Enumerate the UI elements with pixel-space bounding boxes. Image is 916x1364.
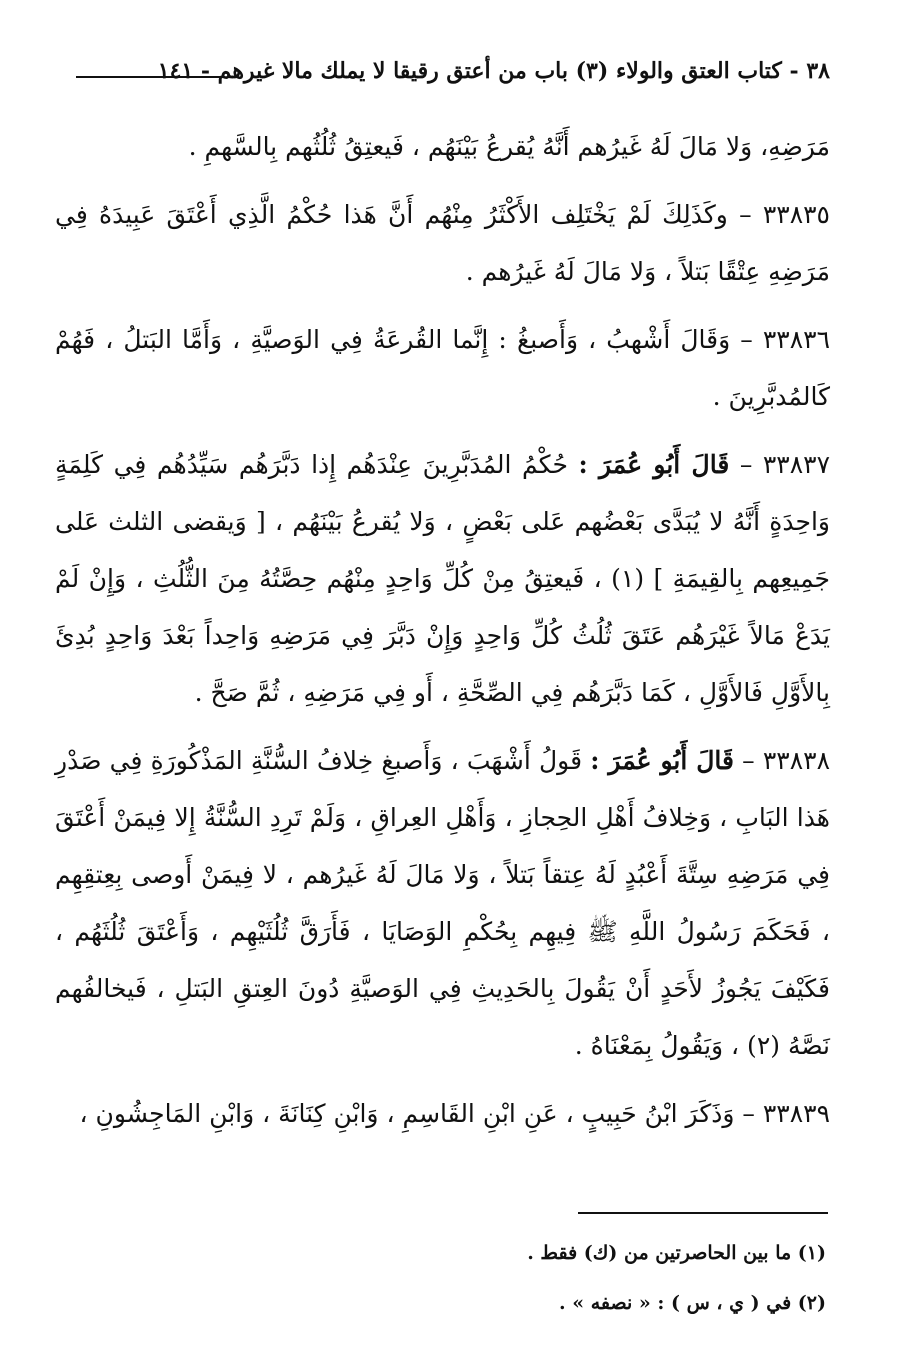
- paragraph: [55, 118, 830, 175]
- speaker-label: قَالَ أَبُو عُمَرَ :: [578, 450, 730, 479]
- paragraph: [55, 436, 830, 721]
- paragraph-text: قَولُ أَشْهَبَ ، وَأَصبغِ خِلافُ السُّنَّةِ المَذْكُورَةِ فِي صَدْرِ هَذا البَابِ ، وَخِلافُ أَهْلِ الحِجازِ ، وَأَهْلِ العِراقِ ، وَلَمْ تَرِدِ السُّنَّةُ إِلا فِيمَنْ أَعْتَقَ فِي مَرَضِهِ سِتَّةَ أَعْبُدٍ لَهُ عِتقاً بَتلاً ، وَلا مَالَ لَهُ غَيرُهم ، لا فِيمَنْ أَوصى بِعِتقِهِم ، فَحَكَمَ رَسُولُ اللَّهِ ﷺ فِيهِم بِحُكْمِ الوَصَايَا ، فَأَرَقَّ ثُلُثَيْهِم ، وَأَعْتَقَ ثُلُثَهُم ، فَكَيْفَ يَجُوزُ لأَحَدٍ أَنْ يَقُولَ بِالحَدِيثِ فِي الوَصيَّةِ دُونَ العِتقِ البَتلِ ، فَيخالفُهم نَصَّهُ (٢) ، وَيَقُولُ بِمَعْنَاهُ .: [55, 746, 830, 1060]
- paragraph-text: وَقَالَ أَشْهبُ ، وَأَصبغُ : إِنَّما القُرعَةُ فِي الوَصيَّةِ ، وَأَمَّا البَتلُ ، فَهُمْ كَالمُدبَّرِينَ .: [55, 325, 830, 411]
- main-text: [55, 118, 830, 1153]
- paragraph: [55, 1085, 830, 1142]
- footnote: (٢) في ( ي ، س ) : « نصفه » .: [558, 1292, 826, 1314]
- paragraph-text: مَرَضِهِ، وَلا مَالَ لَهُ غَيرُهم أَنَّهُ يُقرعُ بَيْنَهُم ، فَيعتِقُ ثُلُثُهم بِالسَّهمِ .: [188, 132, 830, 161]
- footnotes: [226, 1228, 826, 1328]
- dash: –: [730, 325, 753, 354]
- dash: –: [734, 746, 755, 775]
- running-title: ٣٨ - كتاب العتق والولاء (٣) باب من أعتق رقيقا لا يملك مالا غيرهم - ١٤١: [157, 58, 830, 84]
- dash: –: [729, 450, 753, 479]
- paragraph-text: وكَذَلِكَ لَمْ يَخْتَلِف الأَكْثَرُ مِنْهُم أَنَّ هَذا حُكْمُ الَّذِي أَعْتَقَ عَبِيدَهُ فِي مَرَضِهِ عِتْقًا بَتلاً ، وَلا مَالَ لَهُ غَيرُهم .: [55, 200, 830, 286]
- paragraph: [55, 732, 830, 1074]
- dash: –: [727, 200, 752, 229]
- paragraph-number: ٣٣٨٣٦: [762, 325, 830, 354]
- speaker-label: قَالَ أَبُو عُمَرَ :: [590, 746, 734, 775]
- page-header: [48, 58, 830, 98]
- paragraph-number: ٣٣٨٣٧: [762, 450, 831, 479]
- header-rule: [76, 76, 224, 78]
- footnote-rule: [578, 1212, 828, 1214]
- paragraph-number: ٣٣٨٣٩: [762, 1099, 830, 1128]
- paragraph-number: ٣٣٨٣٨: [762, 746, 831, 775]
- dash: –: [734, 1099, 755, 1128]
- paragraph-number: ٣٣٨٣٥: [762, 200, 830, 229]
- paragraph-text: وَذَكَرَ ابْنُ حَبِيبٍ ، عَنِ ابْنِ القَاسِمِ ، وَابْنِ كِنَانَةَ ، وَابْنِ المَاجِشُونِ ،: [79, 1099, 735, 1128]
- paragraph-text: حُكْمُ المُدَبَّرِينَ عِنْدَهُم إِذا دَبَّرَهُم سَيِّدُهُم فِي كَلِمَةٍ وَاحِدَةٍ أَنَّهُ لا يُبَدَّى بَعْضُهم عَلى بَعْضٍ ، وَلا يُقرعُ بَيْنَهُم ، [ وَيقضى الثلث عَلى جَمِيعِهم بِالقِيمَةِ ] (١) ، فَيعتِقُ مِنْ كُلِّ وَاحِدٍ مِنْهُم حِصَّتُهُ مِنَ الثُّلُثِ ، وَإِنْ لَمْ يَدَعْ مَالاً غَيْرَهُم عَتَقَ ثُلُثُ كُلِّ وَاحِدٍ وَإِنْ دَبَّرَ فِي مَرَضِهِ وَاحِداً بَعْدَ وَاحِدٍ بُدِئَ بِالأَوَّلِ فَالأَوَّلِ ، كَمَا دَبَّرَهُم فِي الصِّحَّةِ ، أَو فِي مَرَضِهِ ، ثُمَّ صَحَّ .: [55, 450, 831, 707]
- footnote: (١) ما بين الحاصرتين من (ك) فقط .: [527, 1242, 826, 1264]
- paragraph: [55, 311, 830, 425]
- paragraph: [55, 186, 830, 300]
